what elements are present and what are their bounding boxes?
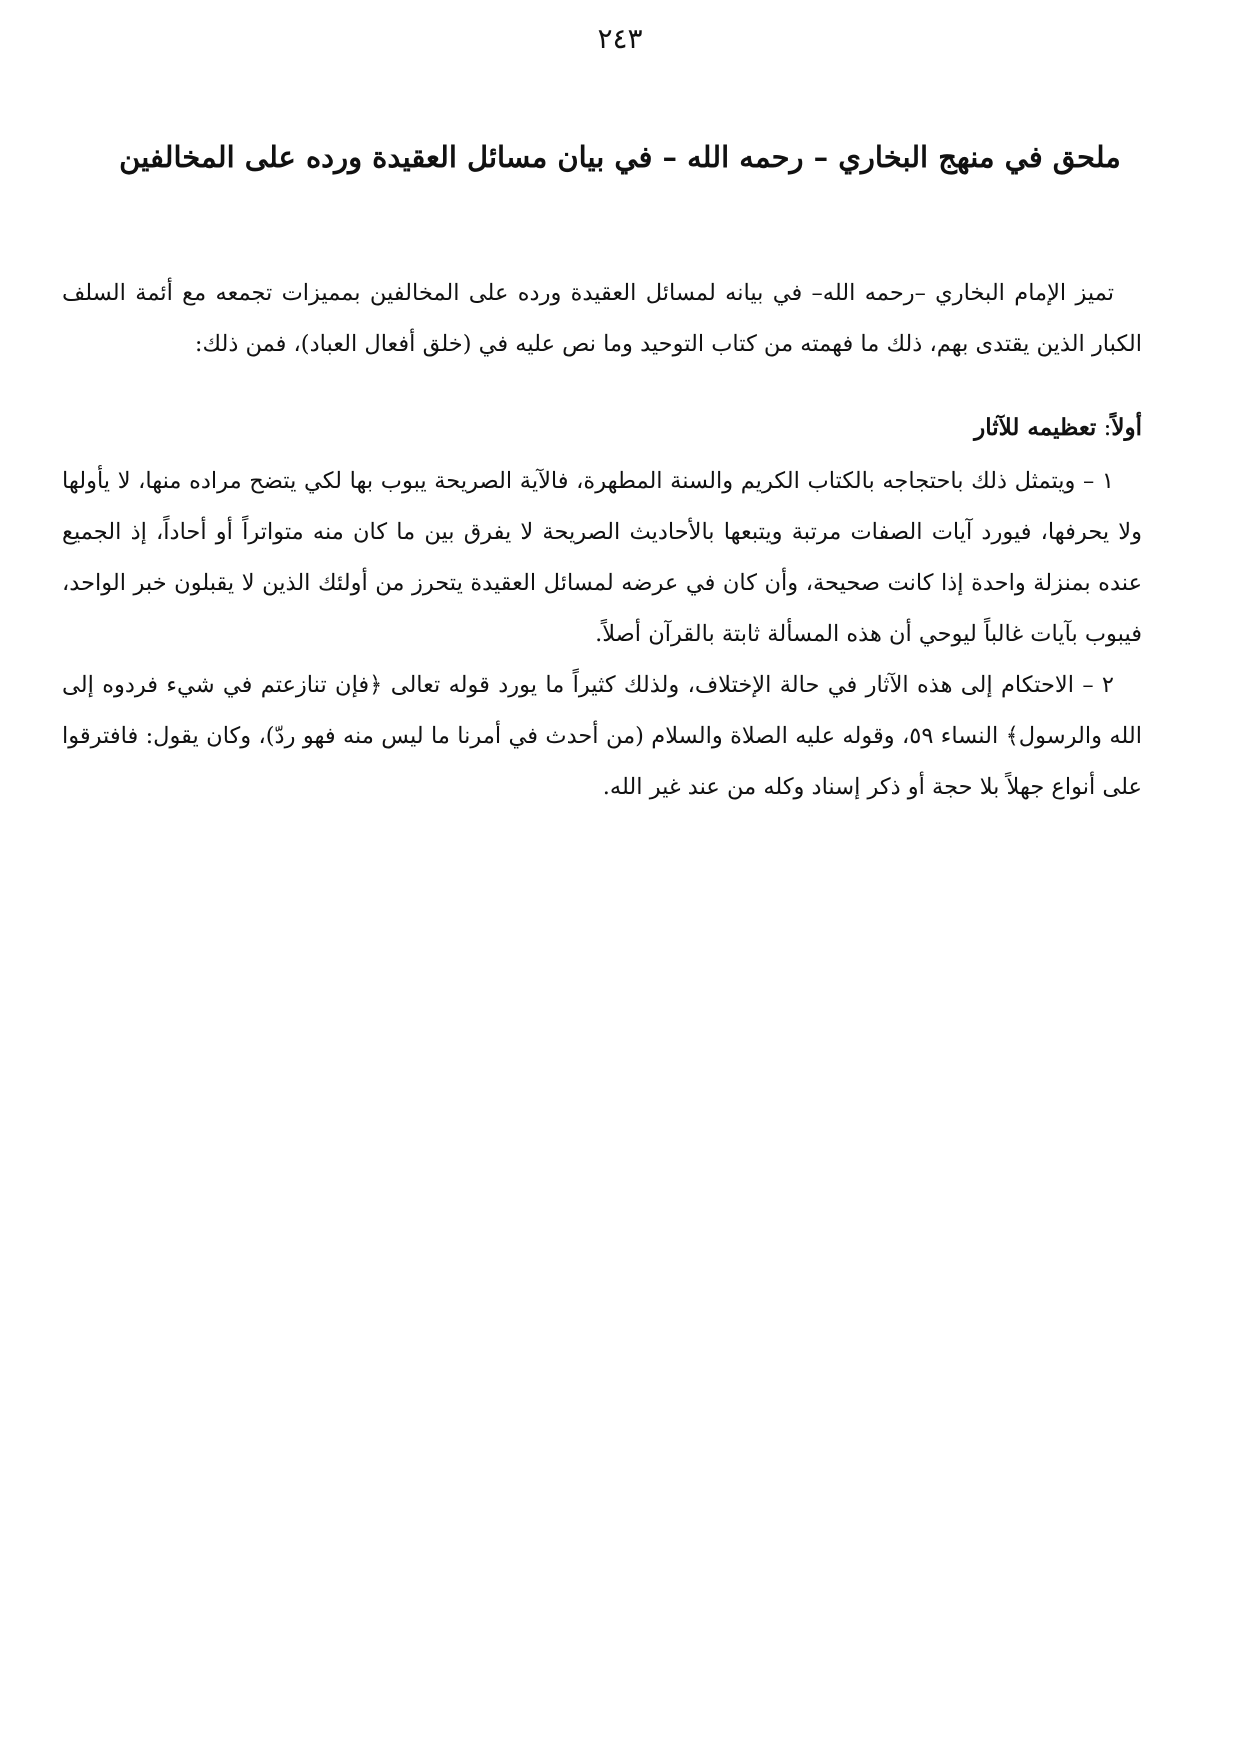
paragraph-2: ٢ – الاحتكام إلى هذه الآثار في حالة الإختلاف، ولذلك كثيراً ما يورد قوله تعالى ﴿فإن تنازعتم في شيء فردوه إلى الله والرسول﴾ النساء ٥٩، وقوله عليه الصلاة والسلام (من أحدث في أمرنا ما ليس منه فهو ردّ)، وكان يقول: فافترقوا على أنواع جهلاً بلا حجة أو ذكر إسناد وكله من عند غير الله. (62, 672, 1142, 800)
section-heading (62, 400, 1142, 456)
paragraph-1: ١ – ويتمثل ذلك باحتجاجه بالكتاب الكريم والسنة المطهرة، فالآية الصريحة يبوب بها لكي يتضح مراده منها، لا يأولها ولا يحرفها، فيورد آيات الصفات مرتبة ويتبعها بالأحاديث الصريحة لا يفرق بين ما كان منه متواتراً أو أحاداً، إذ الجميع عنده بمنزلة واحدة إذا كانت صحيحة، وأن كان في عرضه لمسائل العقيدة يتحرز من أولئك الذين لا يقبلون خبر الواحد، فيبوب بآيات غالباً ليوحي أن هذه المسألة ثابتة بالقرآن أصلاً. (62, 468, 1142, 647)
section-heading-separator: : (1096, 415, 1112, 441)
page-number: ٢٤٣ (597, 22, 643, 55)
section-heading-text: تعظيمه للآثار (974, 414, 1097, 441)
section-heading-ordinal: أولاً (1111, 414, 1142, 441)
page-title: ملحق في منهج البخاري – رحمه الله – في بيان مسائل العقيدة ورده على المخالفين (119, 140, 1121, 174)
body-text (62, 268, 1142, 813)
intro-paragraph: تميز الإمام البخاري –رحمه الله– في بيانه لمسائل العقيدة ورده على المخالفين بمميزات تجمعه مع أئمة السلف الكبار الذين يقتدى بهم، ذلك ما فهمته من كتاب التوحيد وما نص عليه في (خلق أفعال العباد)، فمن ذلك: (62, 280, 1142, 357)
